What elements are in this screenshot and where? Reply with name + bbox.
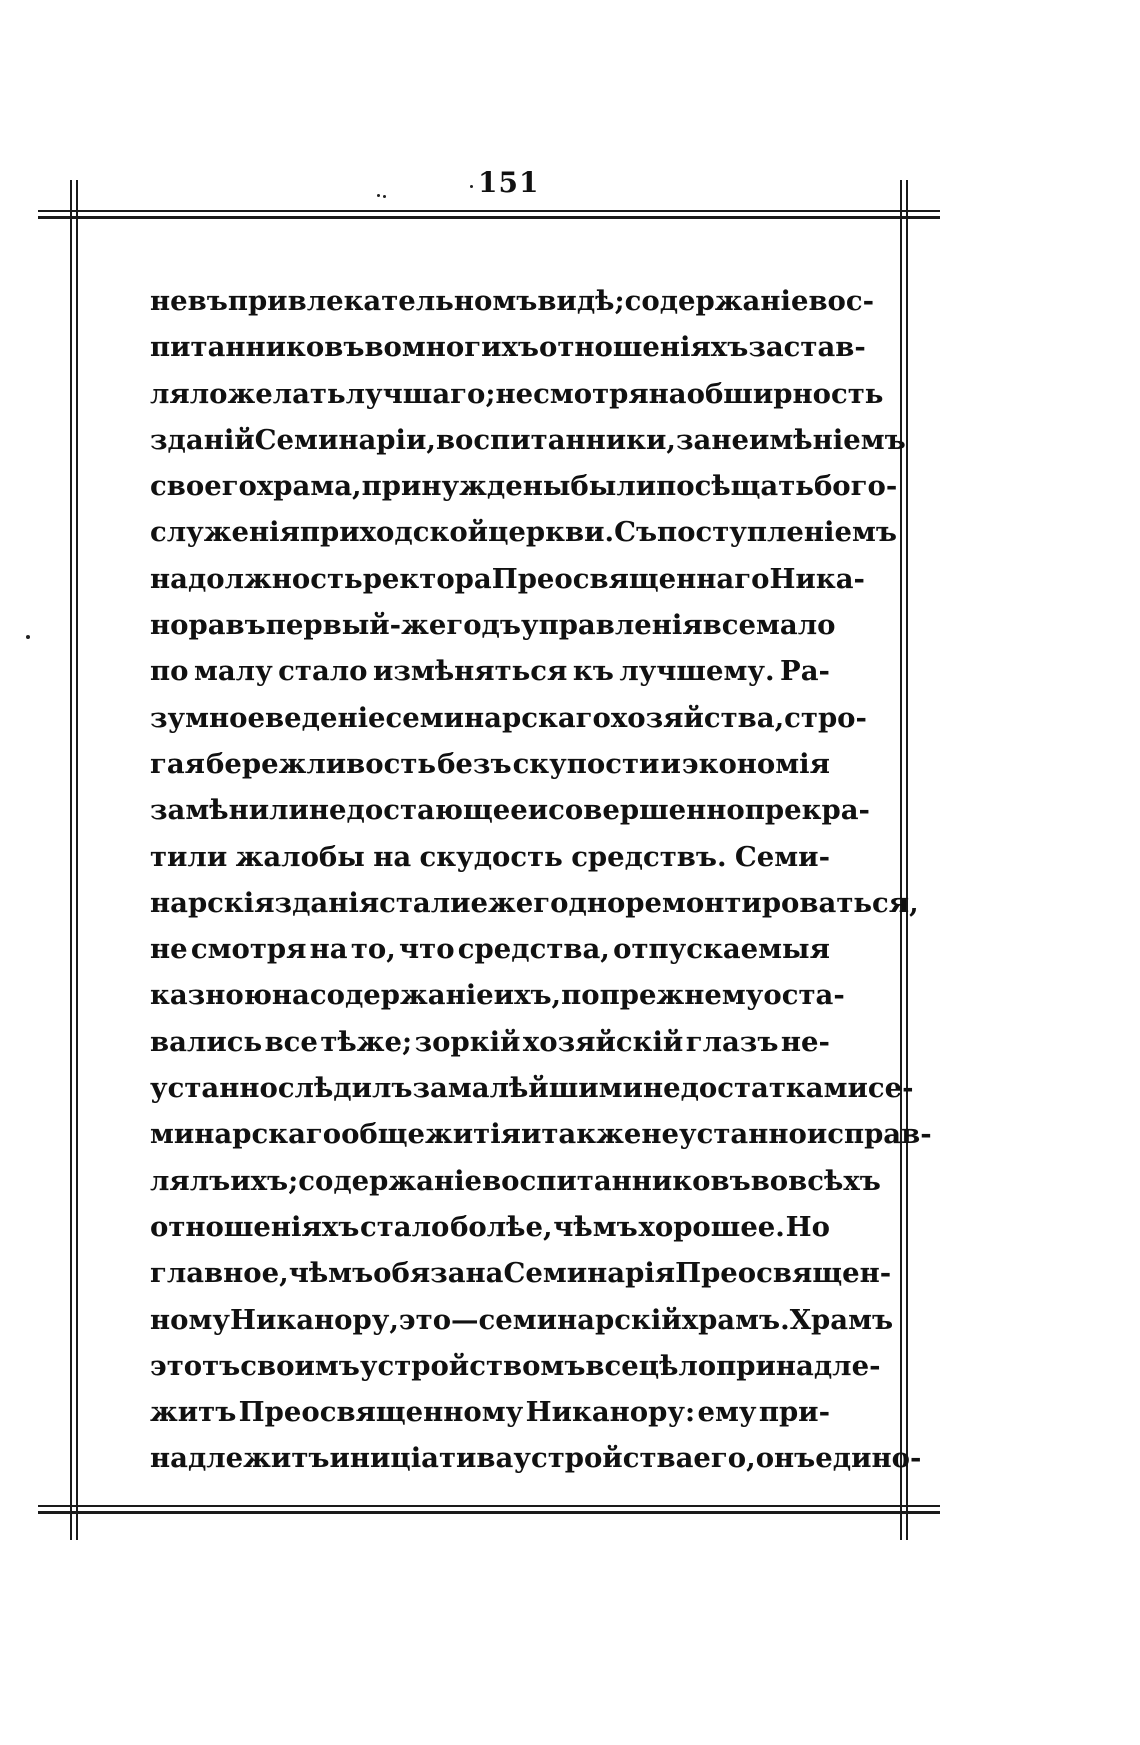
word: питанниковъ (150, 331, 365, 364)
word: едино- (815, 1442, 922, 1475)
word: церкви. (488, 516, 615, 549)
word: устройствомъ (359, 1349, 586, 1382)
word: служенія (150, 516, 300, 549)
word: приходской (299, 516, 489, 549)
word: зоркій (414, 1025, 521, 1058)
word: стало (360, 1210, 450, 1243)
word: въ (225, 609, 266, 642)
text-line (150, 1019, 830, 1065)
text-line (150, 1158, 881, 1204)
frame-right-rule (900, 180, 902, 1540)
page-number: 151 (478, 166, 540, 199)
word: Ника- (769, 562, 865, 595)
word: Семи- (734, 840, 830, 873)
word: бого- (813, 470, 898, 503)
word: не- (780, 1025, 830, 1058)
word: надлежитъ (150, 1442, 330, 1475)
word: также (541, 1118, 642, 1151)
word: се- (867, 1072, 914, 1105)
word: всѣхъ (788, 1164, 881, 1197)
word: средства, (457, 933, 610, 966)
word: лучшаго; (345, 377, 496, 410)
word: къ (572, 655, 614, 688)
word: многихъ (401, 331, 540, 364)
word: лялъ (150, 1164, 231, 1197)
word: первый-же (265, 609, 447, 642)
word: при- (758, 1396, 830, 1429)
word: не (495, 377, 534, 410)
print-speck (26, 635, 30, 639)
word: видѣ; (537, 285, 625, 317)
frame-top-rule (38, 210, 940, 212)
text-line (150, 1389, 830, 1435)
word: воспитанниковъ (482, 1164, 751, 1197)
word: храма, (256, 470, 362, 503)
word: скудость (419, 840, 563, 873)
text-line (150, 1065, 914, 1111)
word: Ра- (780, 655, 830, 688)
word: нарскія (150, 886, 275, 919)
word: за (412, 1072, 448, 1105)
word: то, (350, 933, 396, 966)
frame-left-rule (70, 180, 72, 1540)
word: ихъ; (230, 1164, 299, 1197)
word: малу (193, 655, 273, 688)
print-speck (470, 185, 473, 188)
word: Никанору, (229, 1303, 399, 1336)
word: отношеніяхъ (539, 331, 749, 364)
word: Съ (614, 516, 658, 549)
text-line (150, 741, 830, 787)
word: своего (150, 470, 257, 503)
word: посѣщать (656, 470, 814, 503)
word: иниціатива (329, 1442, 514, 1475)
word: и (660, 747, 681, 780)
word: въ (187, 285, 228, 317)
word: и (527, 794, 549, 827)
word: устанно (150, 1072, 278, 1105)
frame-bottom-rule-inner (38, 1511, 940, 1514)
word: содержаніе (298, 1164, 483, 1197)
word: содержаніе (309, 979, 494, 1012)
word: на (373, 840, 412, 873)
word: должность (187, 562, 363, 595)
word: застав- (748, 331, 866, 364)
frame-top-rule-inner (38, 216, 940, 219)
word: онъ (755, 1442, 816, 1475)
word: были (570, 470, 657, 503)
word: минарскаго (150, 1118, 342, 1151)
word: все (702, 609, 756, 642)
word: хорошее. (638, 1210, 785, 1243)
word: мало (756, 609, 836, 642)
text-line (150, 1204, 830, 1250)
word: тѣже; (320, 1025, 413, 1058)
word: Но (785, 1210, 830, 1243)
word: все (264, 1025, 318, 1058)
word: годъ (446, 609, 521, 642)
word: смотря (533, 377, 649, 410)
word: на (648, 377, 687, 410)
word: житъ (150, 1396, 237, 1429)
text-line (150, 1297, 894, 1343)
word: стало (278, 655, 368, 688)
word: на (309, 933, 348, 966)
word: недостатками (642, 1072, 868, 1105)
word: прекра- (744, 794, 870, 827)
word: ляло (150, 377, 228, 410)
body-text (150, 278, 932, 1482)
text-line (150, 1343, 881, 1389)
frame-bottom-rule (38, 1505, 940, 1507)
print-speck (383, 195, 386, 198)
word: желать (227, 377, 346, 410)
word: ремонтироваться, (625, 886, 919, 919)
word: гая (150, 747, 205, 780)
text-line (150, 695, 867, 741)
word: вались (150, 1025, 263, 1058)
word: Никанору: (525, 1396, 696, 1429)
word: зданій (150, 423, 255, 456)
word: безъ (437, 747, 512, 780)
text-line (150, 1111, 932, 1157)
word: на (271, 979, 310, 1012)
word: ежегодно (470, 886, 626, 919)
text-line (150, 1435, 922, 1481)
word: тили (150, 840, 228, 873)
text-line (150, 834, 830, 880)
word: принадле- (716, 1349, 881, 1382)
frame-left-rule-inner (76, 180, 78, 1540)
word: малѣйшими (447, 1072, 643, 1105)
word: по (150, 655, 189, 688)
text-line (150, 972, 845, 1018)
word: воспитанники, (435, 423, 676, 456)
word: скупости (512, 747, 660, 780)
word: недостающее (308, 794, 528, 827)
word: ректора (362, 562, 492, 595)
word: лучшему. (619, 655, 775, 688)
word: неустанно (641, 1118, 807, 1151)
word: во (750, 1164, 789, 1197)
frame-right-rule-inner (906, 180, 908, 1540)
word: его, (693, 1442, 756, 1475)
word: и (520, 1118, 542, 1151)
print-speck (377, 194, 380, 197)
word: нора (150, 609, 226, 642)
word: не (150, 285, 188, 317)
text-line (150, 602, 836, 648)
text-line (150, 926, 830, 972)
word: ему (697, 1396, 757, 1429)
text-line (150, 417, 906, 463)
word: прежнему (599, 979, 764, 1012)
word: измѣняться (372, 655, 568, 688)
word: веденіе (265, 701, 386, 734)
word: болѣе, (450, 1210, 553, 1243)
word: совершенно (548, 794, 745, 827)
word: отпускаемыя (613, 933, 830, 966)
word: во (364, 331, 402, 364)
word: не (150, 933, 188, 966)
word: глазъ (685, 1025, 779, 1058)
word: чѣмъ (288, 1257, 374, 1290)
word: главное, (150, 1257, 289, 1290)
word: обязана (373, 1257, 504, 1290)
text-line (150, 880, 919, 926)
word: устройства (513, 1442, 694, 1475)
text-line (150, 324, 866, 370)
word: Семинарія (503, 1257, 676, 1290)
word: содержаніе (624, 285, 809, 317)
word: что (399, 933, 455, 966)
word: оста- (763, 979, 845, 1012)
word: поступленіемъ (657, 516, 897, 549)
word: чѣмъ (553, 1210, 638, 1243)
word: всецѣло (585, 1349, 717, 1382)
word: зумное (150, 701, 266, 734)
word: средствъ. (571, 840, 727, 873)
word: за (676, 423, 712, 456)
word: привлекательномъ (227, 285, 538, 317)
word: Преосвященнаго (491, 562, 770, 595)
word: исправ- (806, 1118, 932, 1151)
word: жалобы (235, 840, 365, 873)
word: отношеніяхъ (150, 1210, 360, 1243)
word: смотря (190, 933, 307, 966)
word: хозяйскій (522, 1025, 684, 1058)
word: бережливость (206, 747, 437, 780)
text-line (150, 371, 884, 417)
word: храмъ. (681, 1303, 790, 1336)
word: стро- (784, 701, 867, 734)
word: этотъ (150, 1349, 241, 1382)
word: обширность (686, 377, 884, 410)
word: замѣнили (150, 794, 309, 827)
word: своимъ (240, 1349, 360, 1382)
word: Храмъ (789, 1303, 894, 1336)
word: управленія (520, 609, 703, 642)
word: ному (150, 1303, 230, 1336)
word: это—семинарскій (398, 1303, 682, 1336)
text-line (150, 463, 898, 509)
text-line (150, 648, 830, 694)
text-line (150, 556, 865, 602)
word: семинарскаго (385, 701, 611, 734)
word: зданія (274, 886, 380, 919)
text-line (150, 509, 897, 555)
word: на (150, 562, 188, 595)
word: слѣдилъ (277, 1072, 413, 1105)
word: хозяйства, (610, 701, 785, 734)
word: Семинаріи, (254, 423, 436, 456)
word: неимѣніемъ (711, 423, 906, 456)
text-line (150, 278, 875, 324)
word: общежитія (341, 1118, 521, 1151)
word: стали (379, 886, 471, 919)
word: принуждены (361, 470, 571, 503)
word: вос- (808, 285, 875, 317)
word: ихъ, (493, 979, 562, 1012)
text-line (150, 1250, 892, 1296)
word: экономія (681, 747, 830, 780)
text-line (150, 787, 870, 833)
word: по (561, 979, 600, 1012)
word: казною (150, 979, 272, 1012)
word: Преосвящен- (675, 1257, 892, 1290)
word: Преосвященному (238, 1396, 524, 1429)
